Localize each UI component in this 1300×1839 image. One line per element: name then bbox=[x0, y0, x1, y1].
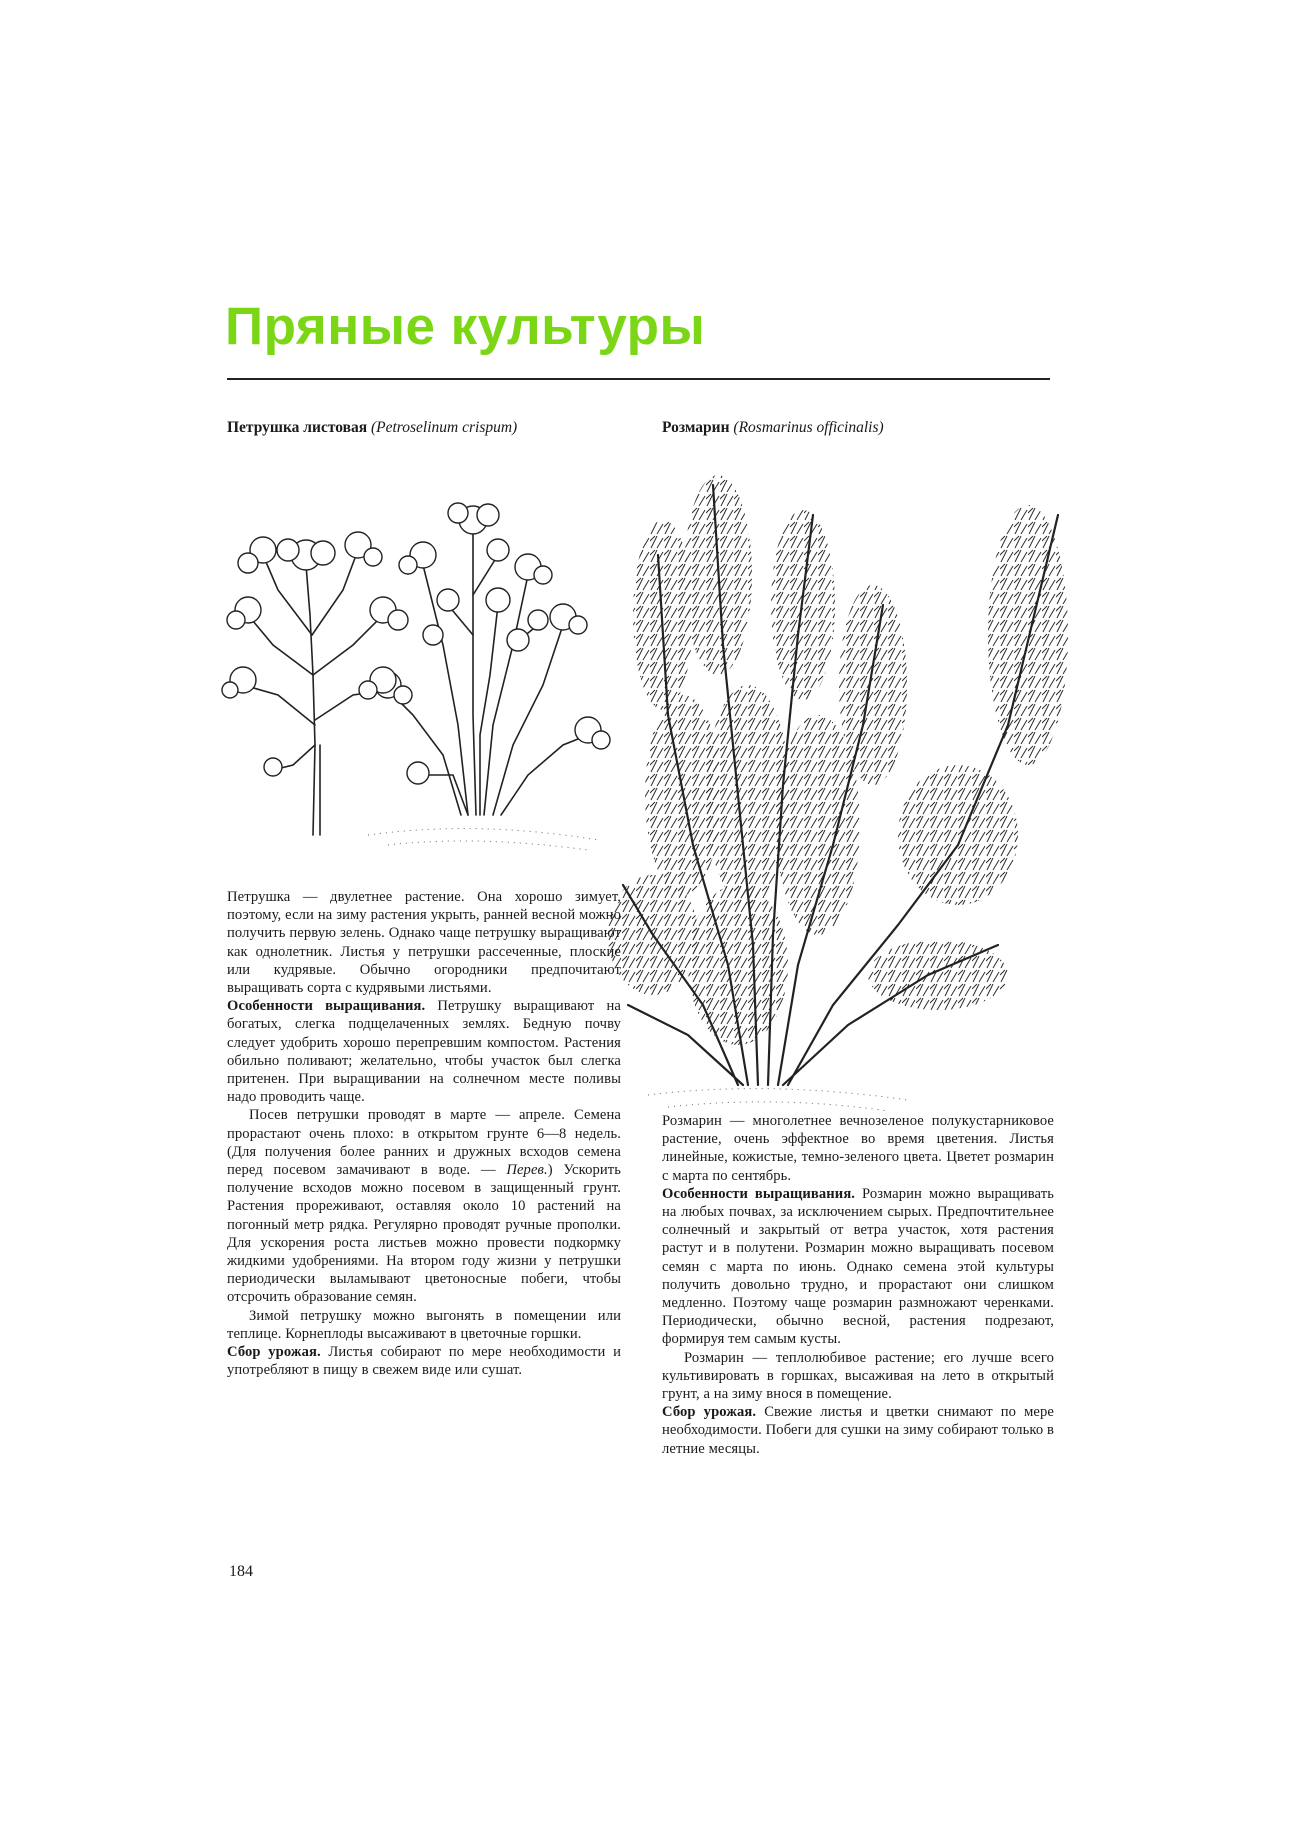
parsley-sowing-text-a: Посев петрушки проводят в марте — апреле. Семена прорастают очень плохо: в открытом грунте 6—8 недель. (Для получения более ранних и дружных всходов семена перед посевом замачивают в воде. — bbox=[227, 1107, 621, 1179]
parsley-paragraph-winter: Зимой петрушку можно выгонять в помещении или теплице. Корнеплоды высаживают в цветочные горшки. bbox=[227, 1307, 621, 1342]
rosemary-harvest-text: Свежие листья и цветки снимают по мере необходимости. Побеги для сушки на зиму собирают только в летние месяцы. bbox=[662, 1404, 1054, 1457]
parsley-illustration-icon bbox=[218, 495, 618, 865]
rosemary-text-column bbox=[662, 1112, 1054, 1458]
parsley-name: Петрушка листовая bbox=[227, 419, 368, 436]
rosemary-harvest-lead: Сбор урожая. bbox=[662, 1404, 757, 1421]
rosemary-paragraph-harvest bbox=[662, 1403, 1054, 1458]
parsley-paragraph-growing bbox=[227, 997, 621, 1106]
parsley-harvest-lead: Сбор урожая. bbox=[227, 1344, 321, 1361]
parsley-growing-lead: Особенности выращивания. bbox=[227, 998, 426, 1015]
parsley-growing-text: Петрушку выращивают на богатых, слегка подщелаченных землях. Бедную почву следует удобрить хорошо перепревшим компостом. Растения обильно поливают; желательно, чтобы участок был слегка притенен. При выращивании на солнечном месте поливы надо проводить чаще. bbox=[227, 998, 621, 1106]
parsley-harvest-text: Листья собирают по мере необходимости и употребляют в пищу в свежем виде или сушат. bbox=[227, 1344, 621, 1379]
parsley-latin-name: (Petroselinum crispum) bbox=[370, 419, 518, 436]
rosemary-latin-name: (Rosmarinus officinalis) bbox=[733, 419, 884, 436]
title-rule bbox=[227, 378, 1050, 380]
rosemary-heading bbox=[662, 418, 884, 438]
rosemary-name: Розмарин bbox=[662, 419, 730, 436]
parsley-heading bbox=[227, 418, 517, 438]
parsley-text-column bbox=[227, 888, 621, 1379]
page-number: 184 bbox=[229, 1563, 253, 1580]
translator-note: Перев. bbox=[506, 1162, 548, 1179]
section-title: Пряные культуры bbox=[225, 297, 706, 356]
rosemary-paragraph-intro: Розмарин — многолетнее вечнозеленое полукустарниковое растение, очень эффектное во время цветения. Листья линейные, кожистые, темно-зеленого цвета. Цветет розмарин с марта по сентябрь. bbox=[662, 1113, 1054, 1184]
rosemary-paragraph-growing bbox=[662, 1185, 1054, 1349]
rosemary-paragraph-pots: Розмарин — теплолюбивое растение; его лучше всего культивировать в горшках, высаживая на лето в открытый грунт, а на зиму внося в помещение. bbox=[662, 1349, 1054, 1403]
parsley-paragraph-harvest bbox=[227, 1343, 621, 1379]
rosemary-growing-text: Розмарин можно выращивать на любых почвах, за исключением сырых. Предпочтительнее солнечный и закрытый от ветра участок, хотя растения растут и в полутени. Розмарин можно выращивать посевом семян с марта по июнь. Однако семена этой культуры получить довольно трудно, и прорастают они слишком медленно. Поэтому чаще розмарин размножают черенками. Периодически, обычно весной, растения подрезают, формируя тем самым кусты. bbox=[662, 1185, 1054, 1348]
parsley-paragraph-sowing bbox=[227, 1106, 621, 1306]
parsley-paragraph-intro: Петрушка — двулетнее растение. Она хорошо зимует, поэтому, если на зиму растения укрыть, ранней весной можно получить первую зелень. Однако чаще петрушку выращивают как однолетник. Листья у петрушки рассеченные, плоские или кудрявые. Обычно огородники предпочитают выращивать сорта с кудрявыми листьями. bbox=[227, 889, 621, 997]
rosemary-growing-lead: Особенности выращивания. bbox=[662, 1185, 856, 1202]
parsley-sowing-text-b: ) Ускорить получение всходов можно посевом в защищенный грунт. Растения прореживают, оставляя около 10 растений на погонный метр рядка. Регулярно проводят ручные прополки. Для ускорения роста листьев можно провести подкормку жидкими удобрениями. На втором году жизни у петрушки периодически выламывают цветоносные побеги, чтобы отсрочить образование семян. bbox=[227, 1162, 622, 1306]
rosemary-illustration-icon bbox=[608, 465, 1088, 1115]
